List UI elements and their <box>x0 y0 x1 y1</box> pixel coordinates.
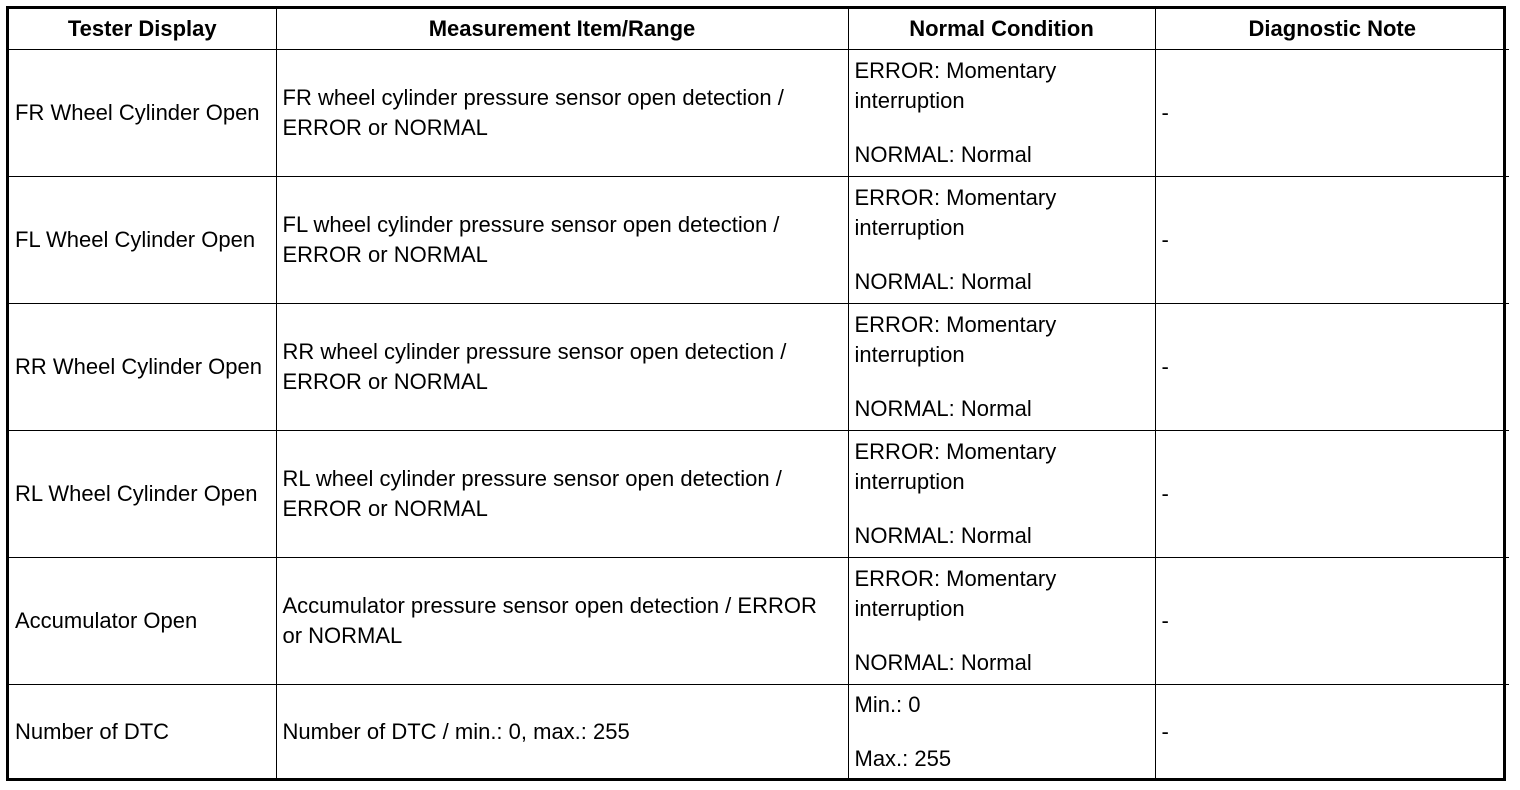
header-measurement: Measurement Item/Range <box>276 9 848 49</box>
condition-top: ERROR: Momentary interruption <box>854 438 1057 494</box>
table-row <box>9 49 1509 176</box>
cell-diagnostic-note <box>1155 49 1509 176</box>
condition-bottom: NORMAL: Normal <box>854 649 1032 675</box>
note-text: - <box>1161 480 1169 506</box>
cell-diagnostic-note <box>1155 176 1509 303</box>
header-diagnostic-note: Diagnostic Note <box>1155 9 1509 49</box>
cell-measurement: RR wheel cylinder pressure sensor open detection / ERROR or NORMAL <box>276 303 848 430</box>
cell-tester-display: Number of DTC <box>9 684 276 780</box>
note-text: - <box>1161 226 1169 252</box>
condition-top: ERROR: Momentary interruption <box>854 57 1057 113</box>
cell-diagnostic-note <box>1155 557 1509 684</box>
cell-tester-display: RR Wheel Cylinder Open <box>9 303 276 430</box>
header-normal-condition: Normal Condition <box>848 9 1155 49</box>
cell-diagnostic-note <box>1155 430 1509 557</box>
cell-measurement: RL wheel cylinder pressure sensor open detection / ERROR or NORMAL <box>276 430 848 557</box>
table-row <box>9 303 1509 430</box>
cell-measurement: FR wheel cylinder pressure sensor open detection / ERROR or NORMAL <box>276 49 848 176</box>
condition-bottom: NORMAL: Normal <box>854 268 1032 294</box>
cell-measurement: Accumulator pressure sensor open detection / ERROR or NORMAL <box>276 557 848 684</box>
note-text: - <box>1161 353 1169 379</box>
cell-normal-condition <box>848 430 1155 557</box>
header-tester-display: Tester Display <box>9 9 276 49</box>
cell-measurement: Number of DTC / min.: 0, max.: 255 <box>276 684 848 780</box>
note-text: - <box>1161 719 1169 745</box>
table-row <box>9 557 1509 684</box>
condition-bottom: Max.: 255 <box>854 746 952 772</box>
table-header-row <box>9 9 1509 49</box>
cell-normal-condition <box>848 303 1155 430</box>
condition-bottom: NORMAL: Normal <box>854 395 1032 421</box>
cell-normal-condition <box>848 684 1155 780</box>
cell-tester-display: RL Wheel Cylinder Open <box>9 430 276 557</box>
note-text: - <box>1161 99 1169 125</box>
data-list-table <box>9 9 1509 780</box>
condition-top: ERROR: Momentary interruption <box>854 311 1057 367</box>
condition-bottom: NORMAL: Normal <box>854 141 1032 167</box>
cell-normal-condition <box>848 557 1155 684</box>
cell-diagnostic-note <box>1155 303 1509 430</box>
cell-normal-condition <box>848 49 1155 176</box>
table-row <box>9 176 1509 303</box>
condition-top: ERROR: Momentary interruption <box>854 184 1057 240</box>
condition-top: ERROR: Momentary interruption <box>854 565 1057 621</box>
cell-tester-display: Accumulator Open <box>9 557 276 684</box>
cell-tester-display: FR Wheel Cylinder Open <box>9 49 276 176</box>
condition-top: Min.: 0 <box>854 692 921 718</box>
table-row <box>9 684 1509 780</box>
cell-measurement: FL wheel cylinder pressure sensor open detection / ERROR or NORMAL <box>276 176 848 303</box>
condition-bottom: NORMAL: Normal <box>854 522 1032 548</box>
cell-tester-display: FL Wheel Cylinder Open <box>9 176 276 303</box>
cell-normal-condition <box>848 176 1155 303</box>
table-row <box>9 430 1509 557</box>
note-text: - <box>1161 607 1169 633</box>
cell-diagnostic-note <box>1155 684 1509 780</box>
data-table-frame <box>6 6 1506 781</box>
